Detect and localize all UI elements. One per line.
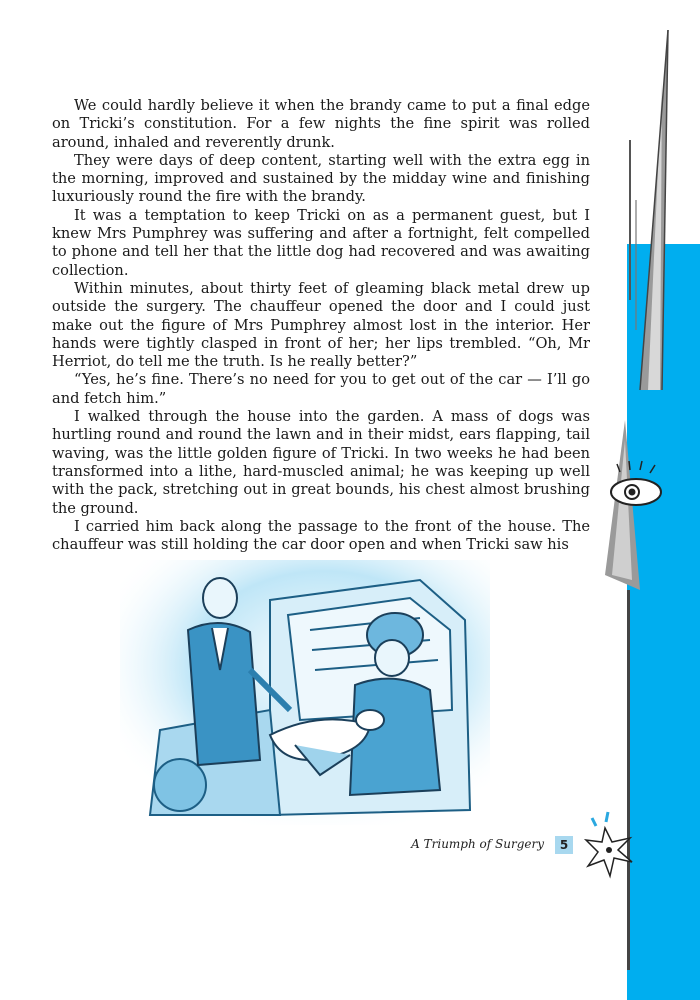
paragraph: We could hardly believe it when the brandy came to put a final edge on Tricki’s constitution. For a few nights the fine spirit was rolled around, inhaled and reverently drunk.	[52, 97, 590, 151]
paragraph: Within minutes, about thirty feet of gleaming black metal drew up outside the surgery. The chauffeur opened the door and I could just make out the figure of Mrs Pumphrey almost lost in the interior. Her hands were tightly clasped in front of her; her lips trembled. “Oh, Mr Herriot, do tell me the truth. Is he really better?”	[52, 279, 590, 371]
story-illustration	[120, 560, 490, 825]
paragraph: “Yes, he’s fine. There’s no need for you to get out of the car — I’ll go and fetch him.”	[52, 371, 590, 407]
page-number: 5	[555, 836, 573, 854]
star-burst-icon	[586, 812, 632, 876]
paragraph: It was a temptation to keep Tricki on as a permanent guest, but I knew Mrs Pumphrey was suffering and after a fortnight, felt compelled to phone and tell her that the little dog had recovered and was awaiting collection.	[52, 206, 590, 279]
paragraph: They were days of deep content, starting well with the extra egg in the morning, improved and sustained by the midday wine and finishing luxuriously round the fire with the brandy.	[52, 151, 590, 206]
paragraph: I carried him back along the passage to the front of the house. The chauffeur was still holding the car door open and when Tricki saw his	[52, 517, 590, 554]
body-text	[52, 97, 590, 554]
chapter-title-footer: A Triumph of Surgery	[411, 837, 544, 851]
paragraph: I walked through the house into the garden. A mass of dogs was hurtling round and round the lawn and in their midst, ears flapping, tail waving, was the little golden figure of Tricki. In two weeks he had been transformed into a lithe, hard-muscled animal; he was keeping up well with the pack, stretching out in great bounds, his chest almost brushing the ground.	[52, 408, 590, 517]
eye-icon	[611, 461, 661, 505]
